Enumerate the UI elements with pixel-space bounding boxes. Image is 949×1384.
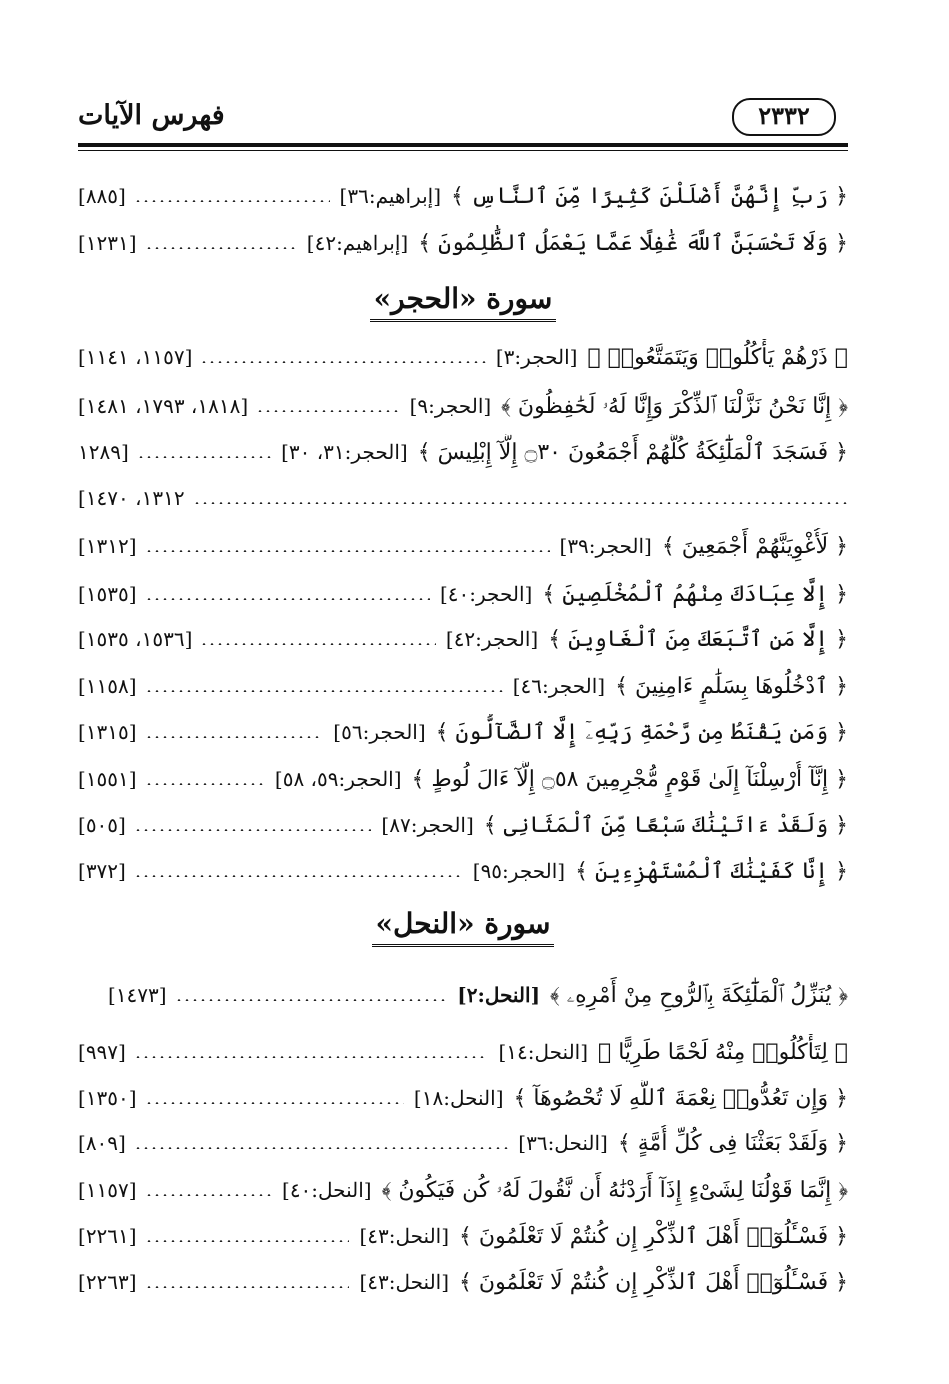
verse-text: ﴿ لَأُغْوِيَنَّهُمْ أَجْمَعِينَ ﴾ [661, 533, 848, 559]
verse-text: ﴿ وَلَقَدْ بَعَثْنَا فِى كُلِّ أُمَّةٍ ﴾ [617, 1130, 848, 1156]
index-entry [78, 1172, 848, 1208]
verse-text: ﴿ إِلَّا عِبَادَكَ مِنْهُمُ ٱلْمُخْلَصِينَ ﴾ [542, 581, 848, 607]
header-rule-thin [78, 150, 848, 151]
verse-text: ﴿ رَبِّ إِنَّهُنَّ أَضْلَلْنَ كَثِيرًا مِّنَ ٱلنَّاسِ ﴾ [451, 183, 848, 209]
index-entry [78, 761, 848, 797]
page-refs: [١١٥٨] [78, 674, 137, 698]
index-entry [78, 621, 848, 657]
dot-leader [145, 247, 297, 249]
header-rule [78, 143, 848, 147]
index-entry [78, 178, 848, 214]
index-entry [78, 1264, 848, 1300]
dot-leader [134, 200, 330, 202]
index-entry [108, 977, 848, 1013]
index-entry [78, 668, 848, 704]
verse-text: ﴿ إِنَّا كَفَيْنَٰكَ ٱلْمُسْتَهْزِءِينَ ﴾ [575, 858, 848, 884]
page-number: ٢٣٣٢ [732, 98, 836, 136]
verse-reference: [الحجر:٤٢] [445, 627, 539, 651]
verse-reference: [الحجر:٨٧] [381, 813, 474, 837]
page-refs: [٣٧٢] [78, 859, 126, 883]
index-entry [78, 528, 848, 564]
verse-reference: [الحجر:٩] [409, 394, 492, 418]
verse-text: ﴿ إِلَّا مَنِ ٱتَّبَعَكَ مِنَ ٱلْغَاوِينَ ﴾ [548, 626, 848, 652]
dot-leader [145, 690, 503, 692]
verse-reference: [النحل:٤٠] [282, 1178, 372, 1202]
running-title: فهرس الآيات [78, 100, 225, 131]
verse-reference: [النحل:١٨] [413, 1086, 504, 1110]
verse-text: ﴿ إِنَّا نَحْنُ نَزَّلْنَا ٱلذِّكْرَ وَإِنَّا لَهُۥ لَحَٰفِظُونَ ﴾ [501, 393, 848, 419]
page-refs: [٨٠٩] [78, 1131, 126, 1155]
index-entry [78, 853, 848, 889]
verse-reference: [الحجر:٣] [495, 345, 578, 369]
verse-text: ﴿ وَلَقَدْ ءَاتَيْنَٰكَ سَبْعًا مِّنَ ٱلْمَثَانِى ﴾ [483, 812, 848, 838]
dot-leader [145, 1194, 272, 1196]
dot-leader [200, 643, 436, 645]
dot-leader [137, 456, 271, 458]
page-refs: [١٥٥١] [78, 767, 137, 791]
verse-text: ﴿ وَلَا تَحْسَبَنَّ ٱللَّهَ غَٰفِلًا عَمَّا يَعْمَلُ ٱلظَّٰلِمُونَ ﴾ [418, 230, 848, 256]
verse-text: ﴿ يُنَزِّلُ ٱلْمَلَٰٓئِكَةَ بِٱلرُّوحِ مِنْ أَمْرِهِۦ ﴾ [550, 982, 848, 1008]
dot-leader [193, 502, 848, 504]
dot-leader [134, 829, 372, 831]
dot-leader [175, 999, 448, 1001]
dot-leader [145, 1102, 404, 1104]
dot-leader [134, 875, 463, 877]
page-refs: [٥٠٥] [78, 813, 126, 837]
verse-text: ﴿ فَسْـَٔلُوٓا۟ أَهْلَ ٱلذِّكْرِ إِن كُنتُمْ لَا تَعْلَمُونَ ﴾ [459, 1223, 848, 1249]
verse-reference: [الحجر:٩٥] [472, 859, 566, 883]
page-refs: [١٣٥٠] [78, 1086, 137, 1110]
verse-text: ﴿ وَإِن تَعُدُّوا۟ نِعْمَةَ ٱللَّهِ لَا تُحْصُوهَآ ﴾ [513, 1085, 848, 1111]
verse-reference: [الحجر:٣١، ٣٠] [281, 440, 408, 464]
index-entry [78, 339, 848, 375]
dot-leader [145, 550, 550, 552]
dot-leader [145, 598, 430, 600]
dot-leader [256, 410, 399, 412]
index-entry [78, 807, 848, 843]
page-refs: [٨٨٥] [78, 184, 126, 208]
page-refs: [١٢٣١] [78, 231, 137, 255]
dot-leader [134, 1056, 489, 1058]
page-refs: [٩٩٧] [78, 1040, 126, 1064]
page-refs: [١٤٧٣] [108, 983, 167, 1007]
index-entry [78, 434, 848, 470]
verse-reference: [النحل:٣٦] [518, 1131, 608, 1155]
dot-leader [145, 783, 265, 785]
surah-heading [78, 282, 848, 315]
verse-reference: [الحجر:٥٦] [333, 720, 426, 744]
verse-text: ﴿ لِتَأْكُلُوا۟ مِنْهُ لَحْمًا طَرِيًّا ﴾ [598, 1039, 848, 1065]
index-entry [78, 1080, 848, 1116]
page-refs: [١٣١٥] [78, 720, 137, 744]
page-refs: [١١٥٧] [78, 1178, 137, 1202]
verse-text: ﴿ فَسْـَٔلُوٓا۟ أَهْلَ ٱلذِّكْرِ إِن كُنتُمْ لَا تَعْلَمُونَ ﴾ [459, 1269, 848, 1295]
index-entry [78, 1125, 848, 1161]
verse-text: ﴿ ذَرْهُمْ يَأْكُلُوا۟ وَيَتَمَتَّعُوا۟ ﴾ [587, 344, 848, 370]
index-entry [78, 225, 848, 261]
verse-text: ﴿ إِنَّمَا قَوْلُنَا لِشَىْءٍ إِذَآ أَرَدْنَٰهُ أَن نَّقُولَ لَهُۥ كُن فَيَكُونُ ﴾ [381, 1177, 848, 1203]
page-refs: ١٣١٢، ١٤٧٠] [78, 486, 185, 510]
dot-leader [145, 1240, 350, 1242]
dot-leader [145, 1286, 350, 1288]
verse-reference: [النحل:١٤] [498, 1040, 589, 1064]
verse-text: ﴿ فَسَجَدَ ٱلْمَلَٰٓئِكَةُ كُلُّهُمْ أَجْمَعُونَ ۝٣٠ إِلَّآ إِبْلِيسَ ﴾ [417, 439, 848, 465]
dot-leader [134, 1147, 508, 1149]
page-refs: [١٨١٨، ١٧٩٣، ١٤٨١] [78, 394, 249, 418]
page-refs: [١٥٣٦، ١٥٣٥] [78, 627, 193, 651]
verse-reference: [إبراهيم:٤٢] [306, 231, 409, 255]
page-refs: [١٥٣٥] [78, 582, 137, 606]
verse-text: ﴿ ٱدْخُلُوهَا بِسَلَٰمٍ ءَامِنِينَ ﴾ [615, 673, 848, 699]
page-refs: [١٣١٢] [78, 534, 137, 558]
index-entry [78, 388, 848, 424]
page-refs: [٢٢٦٣] [78, 1270, 137, 1294]
verse-reference: [الحجر:٤٦] [512, 674, 606, 698]
index-entry [78, 714, 848, 750]
surah-title: سورة «الحجر» [370, 282, 557, 322]
surah-heading [78, 907, 848, 940]
verse-reference: [إبراهيم:٣٦] [339, 184, 441, 208]
index-entry [78, 576, 848, 612]
dot-leader [145, 736, 324, 738]
verse-reference: [الحجر:٤٠] [439, 582, 533, 606]
page-refs: [١١٥٧، ١١٤١] [78, 345, 193, 369]
surah-title: سورة «النحل» [372, 907, 555, 947]
entry-continuation [78, 482, 848, 514]
page-header [78, 98, 848, 140]
verse-reference: [الحجر:٣٩] [559, 534, 652, 558]
verse-text: ﴿ وَمَن يَقْنَطُ مِن رَّحْمَةِ رَبِّهِۦٓ إِلَّا ٱلضَّآلُّونَ ﴾ [435, 719, 848, 745]
verse-reference: [النحل:٢] [457, 983, 541, 1007]
verse-reference: [النحل:٤٣] [359, 1270, 450, 1294]
index-entry [78, 1218, 848, 1254]
verse-reference: [الحجر:٥٩، ٥٨] [274, 767, 402, 791]
dot-leader [200, 361, 485, 363]
verse-reference: [النحل:٤٣] [359, 1224, 450, 1248]
page-refs: [١٢٨٩ [78, 440, 129, 464]
index-entry [78, 1034, 848, 1070]
page-refs: [٢٢٦١] [78, 1224, 137, 1248]
verse-text: ﴿ إِنَّآ أُرْسِلْنَآ إِلَىٰ قَوْمٍ مُّجْرِمِينَ ۝٥٨ إِلَّآ ءَالَ لُوطٍ ﴾ [411, 766, 848, 792]
